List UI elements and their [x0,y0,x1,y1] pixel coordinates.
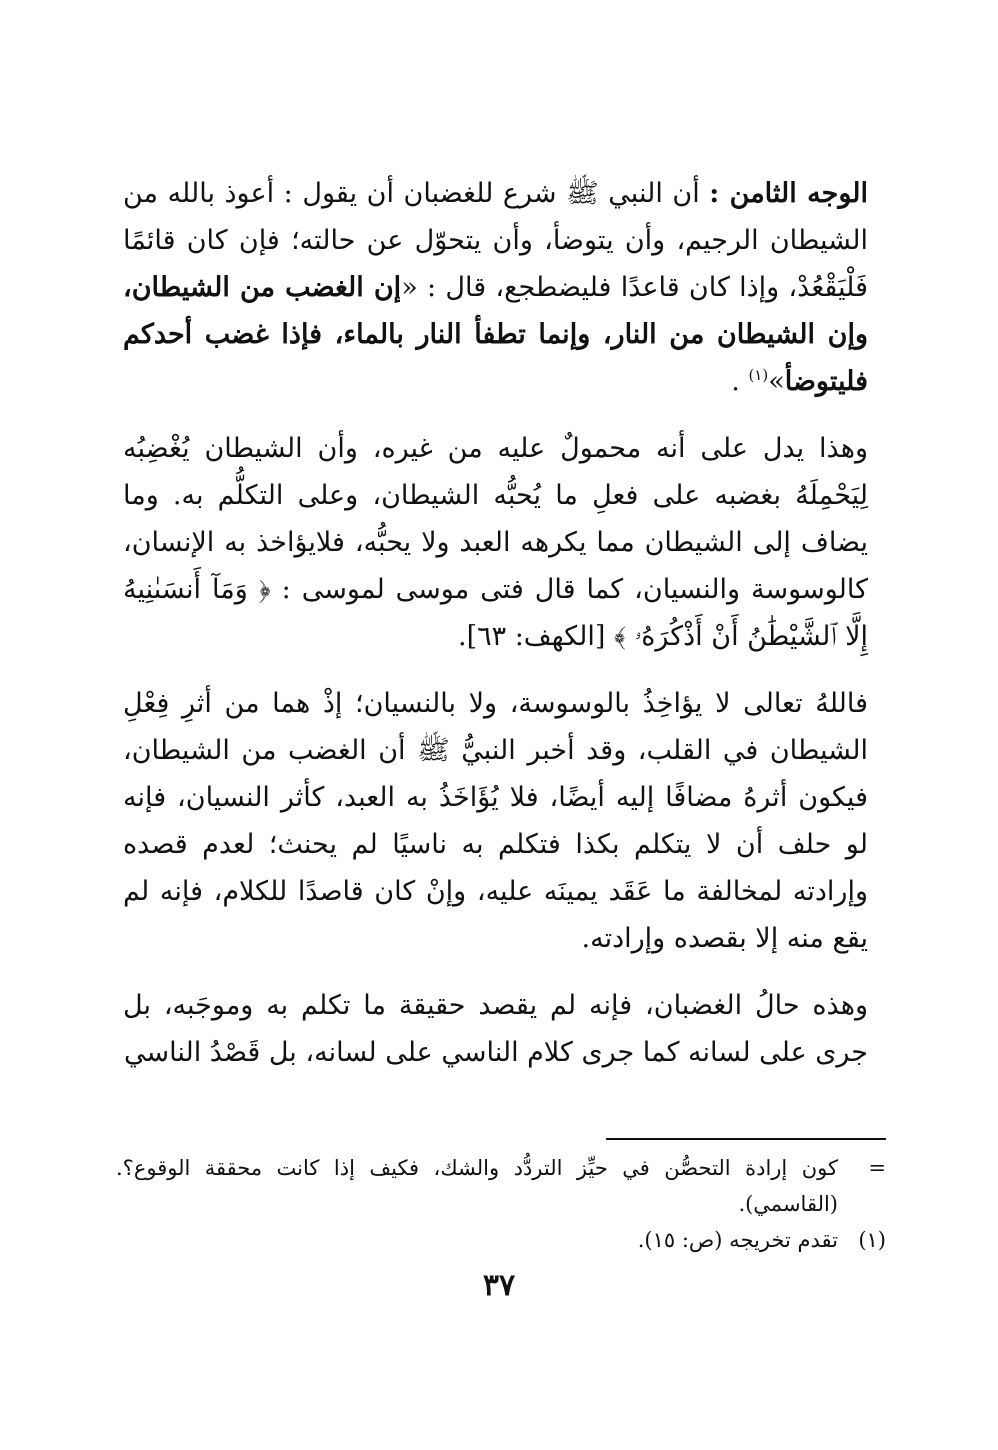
footnote-divider [606,1138,886,1140]
paragraph-lead: أن النبي ﷺ شرع للغضبان أن يقول : أعوذ بالله من الشيطان الرجيم، وأن يتوضأ، وأن يتحوّل عن حالته؛ فإن كان قائمًا فَلْيَقْعُدْ، وإذا كان قاعدًا فليضطجع، قال : « [123,178,868,303]
footnote-ref: (١) [748,366,769,384]
paragraph-shaytan: وهذا يدل على أنه محمولٌ عليه من غيره، وأن الشيطان يُغْضِبُه لِيَحْمِلَهُ بغضبه على فعلِ ما يُحبُّه الشيطان، وعلى التكلُّم به. وما يضاف إلى الشيطان مما يكرهه العبد ولا يحبُّه، فلايؤاخذ به الإنسان، كالوسوسة والنسيان، كما قال فتى موسى لموسى : ﴿ وَمَآ أَنسَىٰنِيهُ إِلَّا ٱلشَّيْطَٰنُ أَنْ أَذْكُرَهُۥ ﴾ [الكهف: ٦٣]. [123,433,868,652]
section-label: الوجه الثامن : [709,178,868,209]
paragraph-waswasa: فاللهُ تعالى لا يؤاخِذُ بالوسوسة، ولا بالنسيان؛ إذْ هما من أثرِ فِعْلِ الشيطان في القلب، وقد أخبر النبيُّ ﷺ أن الغضب من الشيطان، فيكون أثرهُ مضافًا إليه أيضًا، فلا يُؤَاخَذُ به العبد، كأثر النسيان، فإنه لو حلف أن لا يتكلم بكذا فتكلم به ناسيًا لم يحنث؛ لعدم قصده وإرادته لمخالفة ما عَقَد يمينَه عليه، وإنْ كان قاصدًا للكلام، فإنه لم يقع منه إلا بقصده وإرادته. [123,688,868,954]
quote-close: » [768,366,785,397]
footnote-text: تقدم تخريجه (ص: ١٥). [637,1228,838,1252]
footnote-mark: (١) [858,1228,886,1252]
page-body [123,170,868,1076]
paragraph-end: . [731,366,749,397]
paragraph-ghadban: وهذه حالُ الغضبان، فإنه لم يقصد حقيقة ما تكلم به وموجَبه، بل جرى على لسانه كما جرى كلام الناسي على لسانه، بل قَصْدُ الناسي [123,990,868,1068]
footnote-item [116,1150,886,1222]
paragraph-eighth-aspect [123,170,868,405]
hadith-quote: إن الغضب من الشيطان، وإن الشيطان من النار، وإنما تطفأ النار بالماء، فإذا غضب أحدكم فليتوضأ [123,272,868,397]
footnote-item [116,1222,886,1258]
footnotes [116,1150,886,1258]
page-number: ٣٧ [482,1268,516,1303]
footnote-text: كون إرادة التحصُّن في حيِّز التردُّد والشك، فكيف إذا كانت محققة الوقوع؟. (القاسمي). [116,1156,838,1216]
footnote-mark: = [868,1156,886,1180]
